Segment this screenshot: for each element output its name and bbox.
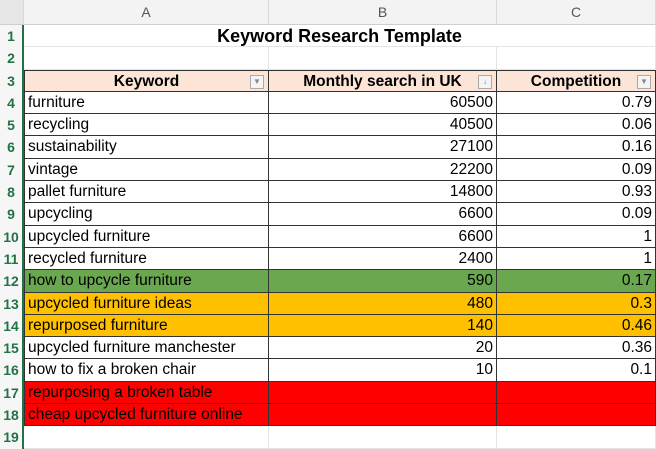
table-row — [0, 404, 656, 426]
monthly-header[interactable] — [269, 70, 497, 92]
competition-cell[interactable]: 1 — [497, 248, 656, 270]
row-number[interactable]: 5 — [0, 114, 24, 136]
monthly-search-cell[interactable]: 40500 — [269, 114, 497, 136]
row-number[interactable]: 11 — [0, 248, 24, 270]
table-row — [0, 248, 656, 270]
column-headers — [0, 0, 656, 25]
monthly-search-cell[interactable]: 22200 — [269, 159, 497, 181]
competition-header-label: Competition — [530, 72, 622, 90]
column-header-a[interactable]: A — [24, 0, 269, 24]
monthly-search-cell[interactable]: 140 — [269, 315, 497, 337]
cell[interactable] — [497, 426, 656, 448]
row-number[interactable]: 8 — [0, 181, 24, 203]
table-row — [0, 382, 656, 404]
keyword-cell[interactable]: recycling — [24, 114, 269, 136]
row-number[interactable]: 2 — [0, 47, 24, 69]
filter-dropdown-icon[interactable]: ▼ — [250, 75, 264, 89]
competition-cell[interactable]: 0.1 — [497, 359, 656, 381]
keyword-cell[interactable]: pallet furniture — [24, 181, 269, 203]
monthly-search-cell[interactable]: 590 — [269, 270, 497, 292]
row-number[interactable]: 18 — [0, 404, 24, 426]
competition-cell[interactable]: 0.46 — [497, 315, 656, 337]
competition-cell[interactable]: 0.79 — [497, 92, 656, 114]
monthly-search-cell[interactable]: 6600 — [269, 226, 497, 248]
keyword-cell[interactable]: repurposing a broken table — [24, 382, 269, 404]
keyword-cell[interactable]: upcycled furniture ideas — [24, 293, 269, 315]
monthly-search-cell[interactable]: 480 — [269, 293, 497, 315]
row-number[interactable]: 16 — [0, 359, 24, 381]
table-row — [0, 181, 656, 203]
monthly-search-cell[interactable] — [269, 382, 497, 404]
row-number[interactable]: 4 — [0, 92, 24, 114]
keyword-header[interactable] — [24, 70, 269, 92]
select-all-corner[interactable] — [0, 0, 24, 24]
column-header-c[interactable]: C — [497, 0, 656, 24]
sheet-title[interactable]: Keyword Research Template — [24, 25, 656, 47]
table-row — [0, 226, 656, 248]
cell[interactable] — [269, 426, 497, 448]
keyword-cell[interactable]: repurposed furniture — [24, 315, 269, 337]
row-number[interactable]: 19 — [0, 426, 24, 448]
competition-cell[interactable]: 0.06 — [497, 114, 656, 136]
table-row — [0, 92, 656, 114]
row-number[interactable]: 13 — [0, 293, 24, 315]
monthly-search-cell[interactable]: 27100 — [269, 136, 497, 158]
row-number[interactable]: 1 — [0, 25, 24, 47]
row-number[interactable]: 12 — [0, 270, 24, 292]
cell[interactable] — [24, 426, 269, 448]
keyword-cell[interactable]: how to fix a broken chair — [24, 359, 269, 381]
competition-cell[interactable]: 0.09 — [497, 203, 656, 225]
monthly-search-cell[interactable]: 60500 — [269, 92, 497, 114]
table-row — [0, 359, 656, 381]
competition-cell[interactable]: 0.16 — [497, 136, 656, 158]
row-number[interactable]: 6 — [0, 136, 24, 158]
keyword-header-label: Keyword — [113, 72, 180, 90]
table-row — [0, 315, 656, 337]
competition-cell[interactable]: 1 — [497, 226, 656, 248]
keyword-cell[interactable]: vintage — [24, 159, 269, 181]
monthly-search-cell[interactable]: 2400 — [269, 248, 497, 270]
table-header-row — [0, 70, 656, 92]
monthly-search-cell[interactable] — [269, 404, 497, 426]
competition-cell[interactable]: 0.3 — [497, 293, 656, 315]
row-19 — [0, 426, 656, 448]
keyword-cell[interactable]: upcycled furniture manchester — [24, 337, 269, 359]
table-row — [0, 203, 656, 225]
cell[interactable] — [24, 47, 269, 69]
competition-cell[interactable]: 0.17 — [497, 270, 656, 292]
sort-descending-icon[interactable]: ↓ — [478, 75, 492, 89]
competition-cell[interactable]: 0.36 — [497, 337, 656, 359]
competition-header[interactable] — [497, 70, 656, 92]
keyword-cell[interactable]: how to upcycle furniture — [24, 270, 269, 292]
column-header-b[interactable]: B — [269, 0, 497, 24]
competition-cell[interactable] — [497, 382, 656, 404]
row-1 — [0, 25, 656, 47]
row-number[interactable]: 17 — [0, 382, 24, 404]
monthly-search-cell[interactable]: 6600 — [269, 203, 497, 225]
keyword-cell[interactable]: furniture — [24, 92, 269, 114]
monthly-search-cell[interactable]: 10 — [269, 359, 497, 381]
row-number[interactable]: 9 — [0, 203, 24, 225]
row-number[interactable]: 10 — [0, 226, 24, 248]
keyword-cell[interactable]: sustainability — [24, 136, 269, 158]
keyword-cell[interactable]: upcycled furniture — [24, 226, 269, 248]
table-row — [0, 159, 656, 181]
table-row — [0, 270, 656, 292]
table-row — [0, 337, 656, 359]
competition-cell[interactable]: 0.09 — [497, 159, 656, 181]
filter-dropdown-icon[interactable]: ▼ — [637, 75, 651, 89]
keyword-cell[interactable]: cheap upcycled furniture online — [24, 404, 269, 426]
monthly-search-cell[interactable]: 20 — [269, 337, 497, 359]
table-row — [0, 293, 656, 315]
monthly-header-label: Monthly search in UK — [303, 72, 462, 90]
row-number[interactable]: 7 — [0, 159, 24, 181]
keyword-cell[interactable]: upcycling — [24, 203, 269, 225]
table-row — [0, 114, 656, 136]
keyword-cell[interactable]: recycled furniture — [24, 248, 269, 270]
competition-cell[interactable]: 0.93 — [497, 181, 656, 203]
row-number[interactable]: 3 — [0, 70, 24, 92]
table-row — [0, 136, 656, 158]
monthly-search-cell[interactable]: 14800 — [269, 181, 497, 203]
row-2 — [0, 47, 656, 69]
cell[interactable] — [269, 47, 497, 69]
cell[interactable] — [497, 47, 656, 69]
row-number[interactable]: 14 — [0, 315, 24, 337]
competition-cell[interactable] — [497, 404, 656, 426]
row-number[interactable]: 15 — [0, 337, 24, 359]
